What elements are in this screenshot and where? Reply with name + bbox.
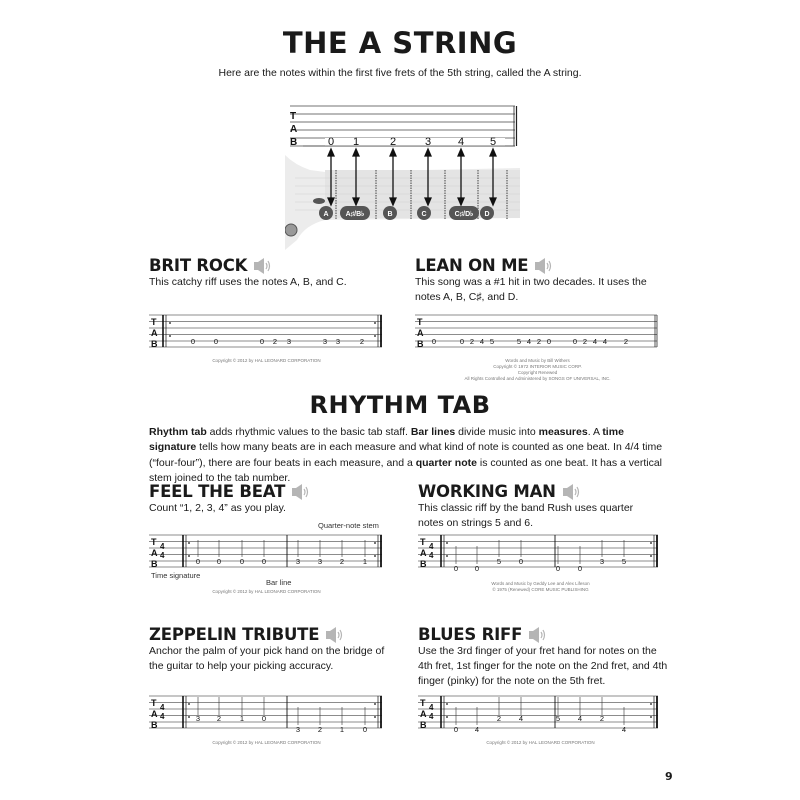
- svg-text:0: 0: [518, 557, 524, 566]
- svg-text:2: 2: [272, 337, 278, 346]
- svg-text:0: 0: [239, 557, 245, 566]
- svg-text:4: 4: [429, 712, 434, 721]
- svg-text:1: 1: [352, 136, 360, 148]
- svg-text:0: 0: [261, 557, 267, 566]
- svg-text:A: A: [323, 211, 329, 218]
- blues-riff-tab-staff: [418, 693, 663, 739]
- speaker-audio-icon[interactable]: [325, 627, 343, 643]
- svg-text:3: 3: [195, 714, 201, 723]
- brit-rock-tab-staff: [149, 312, 384, 348]
- svg-text:0: 0: [459, 337, 465, 346]
- svg-text:5: 5: [496, 557, 502, 566]
- svg-text:2: 2: [359, 337, 365, 346]
- svg-text:0: 0: [327, 136, 335, 148]
- bold-term: Rhythm tab: [149, 426, 207, 438]
- svg-text:2: 2: [389, 136, 397, 148]
- a-string-intro: Here are the notes within the first five frets of the 5th string, called the A string.: [218, 67, 582, 79]
- paragraph-text: is counted as one beat. It has a vertical stem joined to the tab number.: [149, 456, 663, 484]
- feel-the-beat-tab-staff: [149, 532, 384, 570]
- svg-text:0: 0: [577, 564, 583, 573]
- svg-text:3: 3: [317, 557, 323, 566]
- svg-text:T: T: [151, 317, 157, 327]
- svg-text:0: 0: [213, 337, 219, 346]
- svg-text:B: B: [151, 339, 158, 348]
- rhythm-tab-paragraph: [149, 425, 669, 486]
- zeppelin-tribute-copyright: Copyright © 2012 by HAL LEONARD CORPORATION: [212, 740, 321, 745]
- annotation-time-signature: Time signature: [151, 571, 201, 580]
- speaker-audio-icon[interactable]: [253, 258, 271, 274]
- svg-text:1: 1: [239, 714, 245, 723]
- svg-text:A: A: [290, 124, 298, 135]
- zeppelin-tribute-description: Anchor the palm of your pick hand on the bridge of the guitar to help your picking accuracy.: [149, 645, 385, 672]
- svg-text:3: 3: [599, 557, 605, 566]
- svg-text:A: A: [151, 709, 158, 719]
- section-heading-rhythm-tab: RHYTHM TAB: [309, 391, 491, 419]
- page-number: 9: [665, 770, 673, 783]
- svg-text:0: 0: [195, 557, 201, 566]
- section-title-lean-on-me: LEAN ON ME: [415, 256, 552, 275]
- svg-text:4: 4: [160, 551, 165, 560]
- svg-text:0: 0: [216, 557, 222, 566]
- svg-text:B: B: [151, 720, 158, 730]
- svg-text:2: 2: [216, 714, 222, 723]
- section-title-feel-the-beat: FEEL THE BEAT: [149, 482, 309, 501]
- svg-text:0: 0: [259, 337, 265, 346]
- svg-text:0: 0: [555, 564, 561, 573]
- svg-text:0: 0: [190, 337, 196, 346]
- svg-text:4: 4: [474, 725, 480, 734]
- bold-term: quarter note: [415, 456, 477, 469]
- speaker-audio-icon[interactable]: [562, 484, 580, 500]
- lean-on-me-description: This song was a #1 hit in two decades. It uses the notes A, B, C♯, and D.: [415, 276, 647, 303]
- a-string-fretboard-diagram: [285, 100, 520, 250]
- svg-text:4: 4: [429, 551, 434, 560]
- svg-text:4: 4: [526, 337, 532, 346]
- svg-text:0: 0: [431, 337, 437, 346]
- svg-text:4: 4: [518, 714, 524, 723]
- svg-text:B: B: [290, 137, 298, 148]
- working-man-tab-staff: [418, 532, 663, 578]
- speaker-audio-icon[interactable]: [528, 627, 546, 643]
- speaker-audio-icon[interactable]: [291, 484, 309, 500]
- bold-term: measures: [538, 426, 588, 438]
- annotation-bar-line: Bar line: [266, 578, 292, 587]
- svg-text:B: B: [151, 559, 158, 569]
- svg-text:B: B: [420, 720, 427, 730]
- svg-text:3: 3: [295, 725, 301, 734]
- svg-text:4: 4: [160, 703, 165, 712]
- section-title-brit-rock: BRIT ROCK: [149, 256, 271, 275]
- svg-text:T: T: [151, 698, 157, 708]
- paragraph-text: divide music into: [455, 426, 539, 438]
- working-man-copyright: Words and Music by Geddy Lee and Alex Lifeson © 1975 (Renewed) CORE MUSIC PUBLISHING: [491, 581, 590, 592]
- section-title-zeppelin-tribute: ZEPPELIN TRIBUTE: [149, 625, 343, 644]
- working-man-description: This classic riff by the band Rush uses quarter notes on strings 5 and 6.: [418, 502, 634, 529]
- svg-text:3: 3: [322, 337, 328, 346]
- feel-the-beat-copyright: Copyright © 2012 by HAL LEONARD CORPORATION: [212, 589, 321, 594]
- svg-text:2: 2: [496, 714, 502, 723]
- bold-term: time signature: [149, 426, 624, 454]
- svg-text:T: T: [420, 537, 426, 547]
- svg-text:A: A: [420, 548, 427, 558]
- svg-text:D: D: [484, 211, 490, 218]
- brit-rock-description: This catchy riff uses the notes A, B, and C.: [149, 276, 347, 288]
- svg-text:T: T: [417, 317, 423, 327]
- paragraph-text: adds rhythmic values to the basic tab staff.: [206, 426, 411, 438]
- svg-text:0: 0: [474, 564, 480, 573]
- svg-text:0: 0: [572, 337, 578, 346]
- svg-text:0: 0: [261, 714, 267, 723]
- svg-text:4: 4: [429, 703, 434, 712]
- svg-text:0: 0: [362, 725, 368, 734]
- svg-text:B: B: [387, 211, 393, 218]
- svg-text:C♯/D♭: C♯/D♭: [454, 211, 474, 218]
- svg-text:4: 4: [160, 542, 165, 551]
- svg-text:2: 2: [317, 725, 323, 734]
- svg-text:0: 0: [453, 725, 459, 734]
- svg-text:T: T: [290, 111, 297, 122]
- brit-rock-copyright: Copyright © 2012 by HAL LEONARD CORPORATION: [212, 358, 321, 363]
- annotation-quarter-note-stem: Quarter-note stem: [318, 521, 379, 530]
- page-title-a-string: THE A STRING: [282, 26, 518, 60]
- blues-riff-description: Use the 3rd finger of your fret hand for notes on the 4th fret, 1st finger for the note on the 2nd fret, and 4th finger (pinky) for the note on the 5th fret.: [418, 645, 668, 687]
- svg-text:4: 4: [592, 337, 598, 346]
- svg-text:2: 2: [469, 337, 475, 346]
- svg-text:T: T: [151, 537, 157, 547]
- svg-text:3: 3: [424, 136, 432, 148]
- svg-text:5: 5: [621, 557, 627, 566]
- bold-term: Bar lines: [410, 426, 456, 438]
- blues-riff-copyright: Copyright © 2012 by HAL LEONARD CORPORATION: [486, 740, 595, 745]
- svg-text:5: 5: [489, 337, 495, 346]
- svg-text:4: 4: [621, 725, 627, 734]
- lean-on-me-tab-staff: [415, 312, 660, 348]
- svg-text:A: A: [420, 709, 427, 719]
- svg-text:4: 4: [577, 714, 583, 723]
- svg-text:4: 4: [479, 337, 485, 346]
- feel-the-beat-description: Count “1, 2, 3, 4” as you play.: [149, 502, 286, 514]
- svg-text:5: 5: [555, 714, 561, 723]
- svg-text:4: 4: [160, 712, 165, 721]
- svg-text:3: 3: [335, 337, 341, 346]
- svg-text:T: T: [420, 698, 426, 708]
- svg-text:B: B: [417, 339, 424, 348]
- svg-text:2: 2: [623, 337, 629, 346]
- svg-text:A: A: [151, 328, 158, 338]
- svg-text:4: 4: [602, 337, 608, 346]
- svg-text:0: 0: [453, 564, 459, 573]
- section-title-working-man: WORKING MAN: [418, 482, 580, 501]
- lean-on-me-copyright: Words and Music by Bill Withers Copyright © 1972 INTERIOR MUSIC CORP. Copyright Renewed All Rights Controlled and Administered by SONGS OF UNIVERSAL, INC.: [464, 358, 611, 381]
- svg-text:2: 2: [536, 337, 542, 346]
- svg-text:1: 1: [362, 557, 368, 566]
- svg-text:0: 0: [546, 337, 552, 346]
- svg-text:4: 4: [457, 136, 465, 148]
- svg-text:A: A: [151, 548, 158, 558]
- speaker-audio-icon[interactable]: [534, 258, 552, 274]
- svg-text:3: 3: [295, 557, 301, 566]
- svg-text:1: 1: [339, 725, 345, 734]
- zeppelin-tribute-tab-staff: [149, 693, 384, 739]
- svg-text:2: 2: [599, 714, 605, 723]
- paragraph-text: tells how many beats are in each measure and what kind of note is counted as one beat. In 4/4 time (“four-four”), there are four beats in each measure, and a: [149, 441, 663, 469]
- svg-text:5: 5: [489, 136, 497, 148]
- svg-text:B: B: [420, 559, 427, 569]
- svg-text:A♯/B♭: A♯/B♭: [345, 211, 365, 218]
- section-title-blues-riff: BLUES RIFF: [418, 625, 546, 644]
- paragraph-text: . A: [587, 426, 603, 438]
- svg-text:2: 2: [339, 557, 345, 566]
- svg-text:C: C: [421, 211, 427, 218]
- svg-text:2: 2: [582, 337, 588, 346]
- svg-text:3: 3: [286, 337, 292, 346]
- svg-text:4: 4: [429, 542, 434, 551]
- svg-text:5: 5: [516, 337, 522, 346]
- svg-text:A: A: [417, 328, 424, 338]
